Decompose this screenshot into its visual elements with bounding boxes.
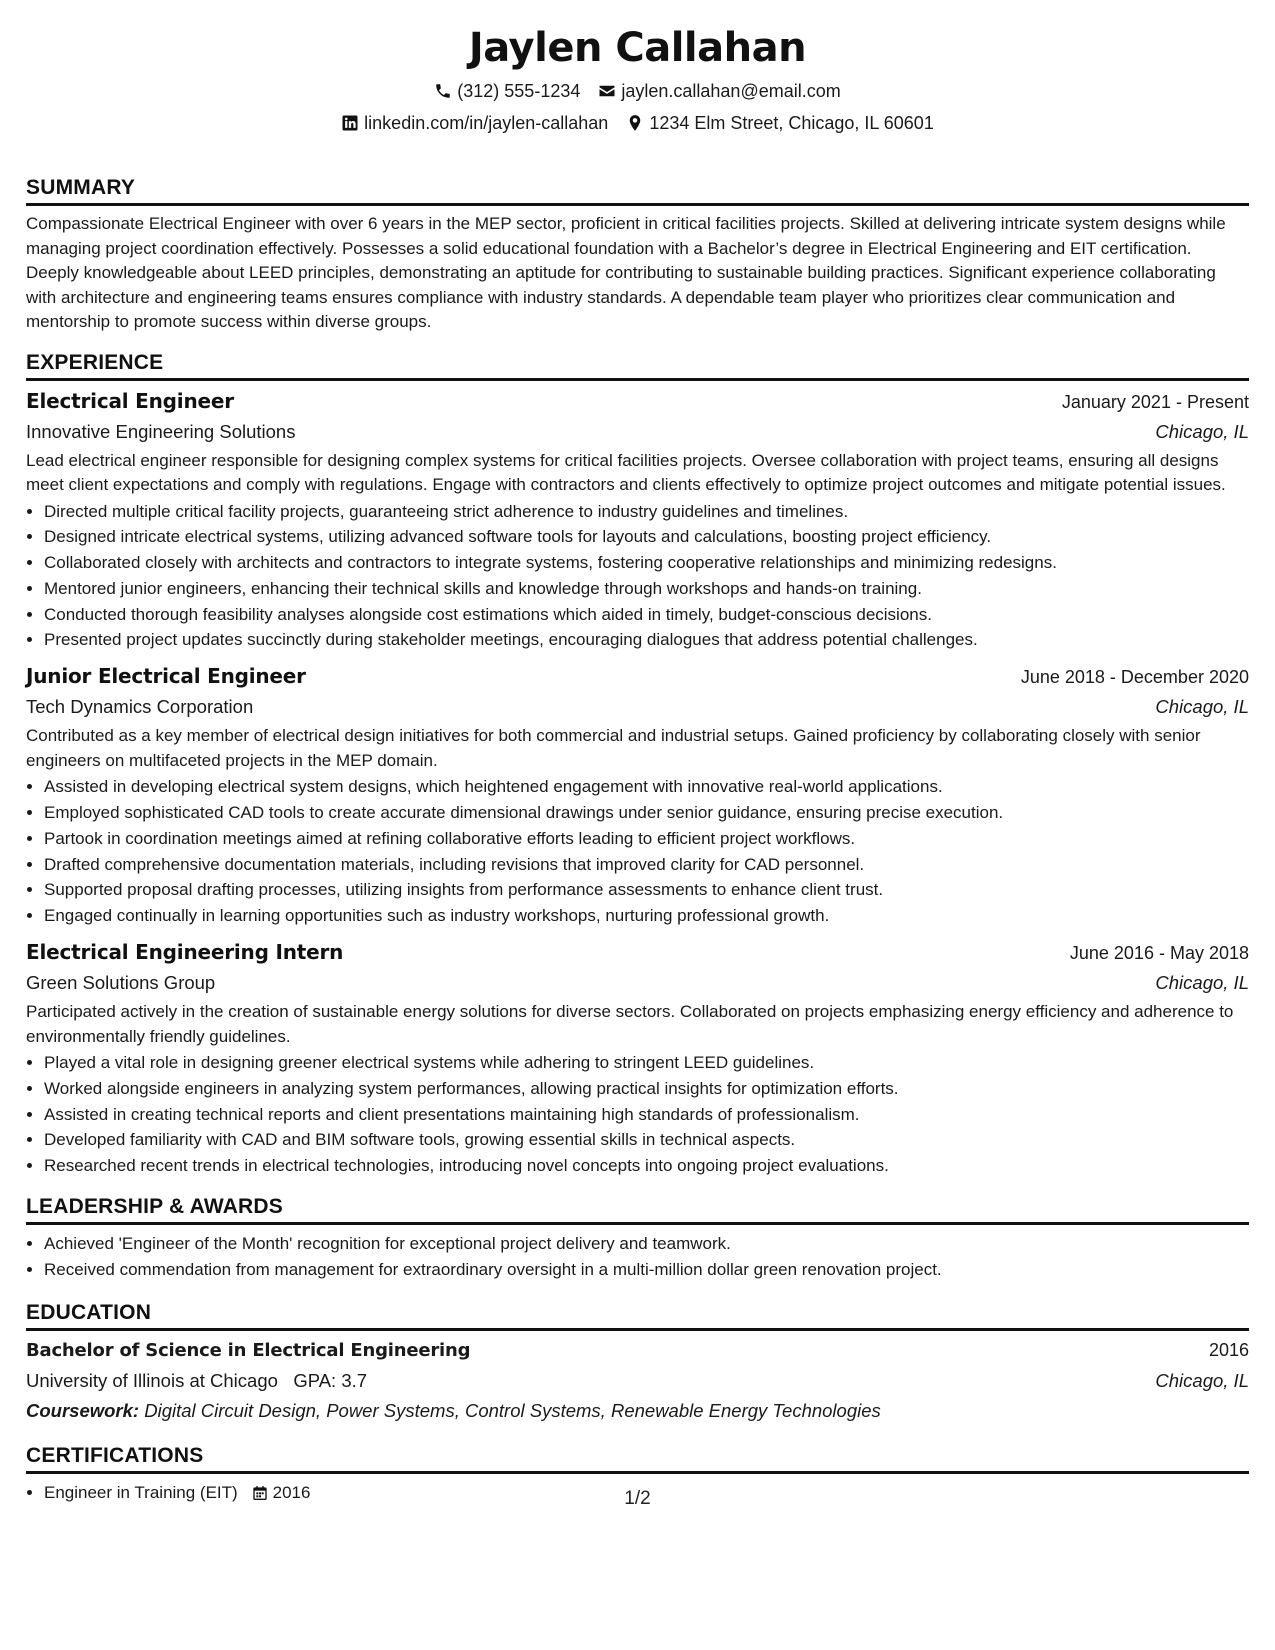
education-heading: EDUCATION [26,1299,1249,1331]
job-dates: June 2018 - December 2020 [1020,667,1249,688]
job-entry [26,937,1249,1179]
job-header [26,386,1249,417]
experience-section [26,349,1249,1180]
gpa: GPA: 3.7 [293,1369,368,1391]
job-description: Participated actively in the creation of sustainable energy solutions for diverse sectors. Collaborated on projects emphasizing energy efficiency and adherence to environmentally friendly guidelines. [26,1002,1234,1046]
list-item: • Employed sophisticated CAD tools to create accurate dimensional drawings under senior guidance, ensuring precise execution. [44,800,1249,826]
degree-title: Bachelor of Science in Electrical Engineering [26,1339,471,1361]
job-title: Junior Electrical Engineer [26,664,306,689]
job-header [26,661,1249,692]
contact-row-primary [26,78,1249,104]
education-school-row [26,1366,1249,1396]
job-bullets [26,774,1249,929]
experience-heading: EXPERIENCE [26,349,1249,381]
job-location: Chicago, IL [1155,972,1249,994]
certification-year: 2016 [272,1482,311,1502]
job-title: Electrical Engineer [26,388,234,413]
school-name: University of Illinois at Chicago [26,1369,278,1391]
coursework [26,1396,1249,1426]
job-subheader [26,692,1249,722]
job-company: Green Solutions Group [26,972,216,994]
page-number: 1/2 [624,1488,651,1509]
list-item: • Received commendation from management for extraordinary oversight in a multi-million dollar green renovation project. [44,1257,1249,1283]
contact-linkedin[interactable] [341,110,608,136]
address-text: 1234 Elm Street, Chicago, IL 60601 [649,113,934,133]
certification-name: Engineer in Training (EIT) [44,1482,238,1502]
education-degree-row [26,1335,1249,1366]
email-text[interactable]: jaylen.callahan@email.com [621,81,841,101]
education-section [26,1299,1249,1426]
candidate-name: Jaylen Callahan [468,25,807,71]
resume-content [26,0,1249,1505]
job-location: Chicago, IL [1155,420,1249,442]
job-entry [26,661,1249,929]
linkedin-icon [341,114,359,132]
job-header [26,937,1249,968]
school-location: Chicago, IL [1155,1369,1249,1391]
job-description: Lead electrical engineer responsible for designing complex systems for critical facilities projects. Oversee collaboration with project teams, ensuring all designs meet client expectations and comply with regulations. Engage with contractors and clients effectively to optimize project outcomes and mitigate potential issues. [26,450,1226,494]
phone-icon [434,82,452,100]
job-description: Contributed as a key member of electrical design initiatives for both commercial and industrial setups. Gained proficiency by collaborating closely with senior engineers on multifaceted projects in the MEP domain. [26,726,1201,770]
job-subheader [26,417,1249,447]
list-item: • Assisted in developing electrical system designs, which heightened engagement with innovative real-world applications. [44,774,1249,800]
summary-heading: SUMMARY [26,174,1249,206]
list-item: • Designed intricate electrical systems, utilizing advanced software tools for layouts and calculations, boosting project efficiency. [44,524,1249,550]
list-item: • Supported proposal drafting processes, utilizing insights from performance assessments to enhance client trust. [44,877,1249,903]
contact-email[interactable] [598,78,840,104]
coursework-list: Digital Circuit Design, Power Systems, Control Systems, Renewable Energy Technologies [144,1399,881,1421]
list-item: • Assisted in creating technical reports and client presentations maintaining high standards of professionalism. [44,1102,1249,1128]
job-dates: June 2016 - May 2018 [1069,943,1249,964]
map-pin-icon [626,114,644,132]
leadership-section [26,1193,1249,1283]
linkedin-text[interactable]: linkedin.com/in/jaylen-callahan [364,113,609,133]
contact-row-secondary [26,110,1249,136]
list-item: • Directed multiple critical facility projects, guaranteeing strict adherence to industry guidelines and timelines. [44,499,1249,525]
contact-phone [434,78,580,104]
list-item: • Played a vital role in designing greener electrical systems while adhering to stringent LEED guidelines. [44,1050,1249,1076]
list-item: • Worked alongside engineers in analyzing system performances, allowing practical insights for optimization efforts. [44,1076,1249,1102]
summary-text: Compassionate Electrical Engineer with over 6 years in the MEP sector, proficient in critical facilities projects. Skilled at delivering intricate system designs while managing project coordination effectively. Possesses a solid educational foundation with a Bachelor’s degree in Electrical Engineering and EIT certification. Deeply knowledgeable about LEED principles, demonstrating an aptitude for contributing to sustainable building practices. Significant experience collaborating with architecture and engineering teams ensures compliance with industry standards. A dependable team player who prioritizes clear communication and mentorship to promote success within diverse groups. [26,214,1226,331]
leadership-bullets [26,1231,1249,1283]
envelope-icon [598,82,616,100]
leadership-heading: LEADERSHIP & AWARDS [26,1193,1249,1225]
job-location: Chicago, IL [1155,696,1249,718]
list-item: • Researched recent trends in electrical technologies, introducing novel concepts into ongoing project evaluations. [44,1153,1249,1179]
list-item: • Collaborated closely with architects and contractors to integrate systems, fostering cooperative relationships and minimizing redesigns. [44,550,1249,576]
list-item: • Partook in coordination meetings aimed at refining collaborative efforts leading to efficient project workflows. [44,826,1249,852]
job-entry [26,386,1249,654]
job-title: Electrical Engineering Intern [26,940,344,965]
summary-section [26,174,1249,335]
list-item: • Drafted comprehensive documentation materials, including revisions that improved clarity for CAD personnel. [44,852,1249,878]
job-company: Innovative Engineering Solutions [26,420,296,442]
list-item: • Presented project updates succinctly during stakeholder meetings, encouraging dialogues that address potential challenges. [44,627,1249,653]
list-item: • Conducted thorough feasibility analyses alongside cost estimations which aided in timely, budget-conscious decisions. [44,602,1249,628]
list-item: • Engaged continually in learning opportunities such as industry workshops, nurturing professional growth. [44,903,1249,929]
phone-text: (312) 555-1234 [457,81,581,101]
job-bullets [26,1050,1249,1179]
certifications-heading: CERTIFICATIONS [26,1442,1249,1474]
school-info [26,1366,367,1396]
list-item: • Mentored junior engineers, enhancing their technical skills and knowledge through workshops and hands-on training. [44,576,1249,602]
job-subheader [26,968,1249,998]
job-bullets [26,499,1249,654]
graduation-year: 2016 [1208,1339,1249,1360]
job-company: Tech Dynamics Corporation [26,696,254,718]
contact-address [626,110,934,136]
coursework-label: Coursework: [26,1399,140,1421]
list-item: • Developed familiarity with CAD and BIM software tools, growing essential skills in technical aspects. [44,1127,1249,1153]
list-item: • Achieved 'Engineer of the Month' recognition for exceptional project delivery and teamwork. [44,1231,1249,1257]
job-dates: January 2021 - Present [1061,391,1249,412]
